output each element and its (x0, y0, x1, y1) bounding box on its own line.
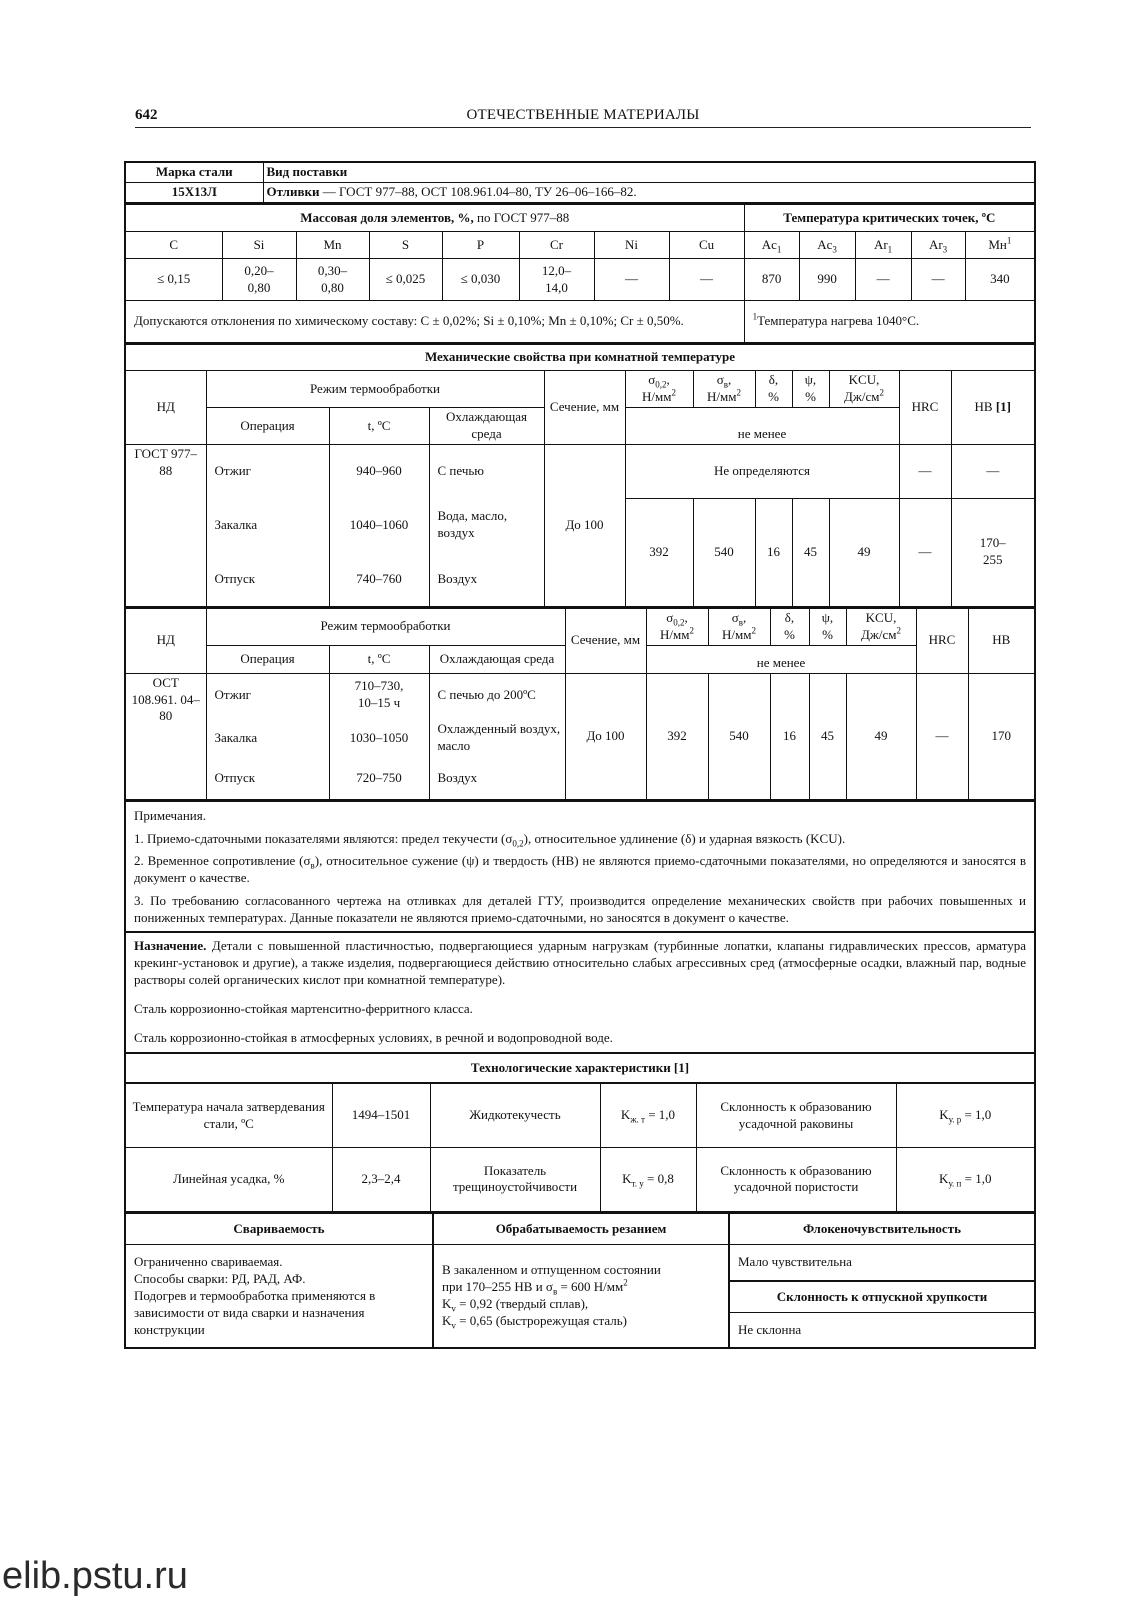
mech-title: Механические свойства при комнатной температуре (424, 349, 736, 365)
yield-value: 392 (625, 498, 693, 606)
nd-gost: ГОСТ 977–88 (126, 444, 206, 606)
nd-ost: ОСТ 108.961. 04–80 (126, 673, 206, 799)
not-less-label: не менее (625, 408, 899, 445)
tech-crack-value: $K_{т. у} = 0,8$ (600, 1147, 696, 1211)
cooling-header: Охлаждающая среда (429, 408, 544, 445)
watermark: elib.pstu.ru (2, 1555, 188, 1597)
value-ar1: — (855, 259, 911, 301)
element-cu: Cu (669, 232, 744, 259)
tech-solidification-label: Температура начала затвердевания стали, ºС (126, 1083, 332, 1147)
media-quench: Вода, масло, воздух (429, 498, 544, 552)
element-si: Si (222, 232, 296, 259)
row1-hrc: — (899, 444, 951, 498)
op-quench-2: Закалка (206, 717, 329, 759)
purpose-class: Сталь коррозионно-стойкая мартенситно-ферритного класса. (134, 1000, 473, 1016)
composition-tolerance: Допускаются отклонения по химическому составу: С ± 0,02%; Si ± 0,10%; Mn ± 0,10%; Cr ± 0,50%. (126, 301, 744, 343)
page-header (135, 107, 1031, 128)
cooling-header-2: Охлаждающая среда (429, 645, 565, 673)
yield-value-2: 392 (646, 673, 708, 799)
value-s: ≤ 0,025 (369, 259, 442, 301)
note-2: 2. Временное сопротивление $(\sigma_в)$, относительное сужение (ψ) и твердость (НВ) не являются приемо-сдаточными показателями, но определяются и заносятся в документ о качестве. (134, 853, 1026, 886)
supply-value: Отливки — ГОСТ 977–88, ОСТ 108.961.04–80, ТУ 26–06–166–82. (263, 182, 1034, 202)
temp-header-2: t, ºС (329, 645, 429, 673)
running-title: ОТЕЧЕСТВЕННЫЕ МАТЕРИАЛЫ (466, 107, 700, 123)
media-quench-2: Охлажденный воздух, масло (429, 717, 565, 759)
element-ni: Ni (594, 232, 669, 259)
nd-header-2: НД (126, 608, 206, 673)
heat-mode-header: Режим термообработки (206, 371, 544, 408)
tech-fluidity-label: Жидкотекучесть (430, 1083, 600, 1147)
grade-value: 15Х13Л (126, 182, 263, 202)
value-p: ≤ 0,030 (442, 259, 519, 301)
section-header-2: Сечение, мм (565, 608, 646, 673)
notes-table (126, 800, 1034, 931)
point-ar1: $Ar_1$ (855, 232, 911, 259)
element-s: S (369, 232, 442, 259)
grade-table (126, 163, 1034, 203)
mech-table-ost (126, 607, 1034, 800)
note-1: 1. Приемо-сдаточными показателями являются: предел текучести $(\sigma_{0,2})$, относительное удлинение (δ) и ударная вязкость (KCU). (134, 830, 846, 849)
value-ar3: — (911, 259, 965, 301)
tech-porosity-label: Склонность к образованию усадочной пористости (696, 1147, 896, 1211)
temp-temper-2: 720–750 (329, 759, 429, 799)
element-cr: Cr (519, 232, 594, 259)
machining-text: В закаленном и отпущенном состоянии при 170–255 НВ и $\sigma_в = 600$ $Н/мм^2$ $K_v = 0,92$ (твердый сплав), $K_v = 0,65$ (быстрорежущая сталь) (433, 1245, 729, 1347)
not-less-label-2: не менее (646, 645, 916, 673)
op-temper: Отпуск (206, 552, 329, 606)
tech-fluidity-value: $K_{ж. т} = 1,0$ (600, 1083, 696, 1147)
hb-header: НВ [1] (951, 371, 1034, 445)
temp-quench: 1040–1060 (329, 498, 429, 552)
temp-annealing-2: 710–730, 10–15 ч (329, 673, 429, 717)
supply-label: Вид поставки (263, 163, 1034, 182)
operation-header-2: Операция (206, 645, 329, 673)
temper-brittleness-title: Склонность к отпускной хрупкости (729, 1281, 1034, 1313)
elongation-value: 16 (755, 498, 792, 606)
tech-table (126, 1052, 1034, 1212)
machining-title: Обрабатываемость резанием (433, 1213, 729, 1245)
temp-temper: 740–760 (329, 552, 429, 606)
temper-brittleness-value: Не склонна (729, 1313, 1034, 1347)
flake-title: Флокеночувствительность (729, 1213, 1034, 1245)
hb-value: 170– 255 (951, 498, 1034, 606)
mech-title-table (126, 343, 1034, 370)
op-temper-2: Отпуск (206, 759, 329, 799)
media-annealing-2: С печью до 200ºС (429, 673, 565, 717)
yield-header: $\sigma_{0,2}$, $Н/мм^2$ (625, 371, 693, 408)
elongation-value-2: 16 (770, 673, 809, 799)
op-annealing: Отжиг (206, 444, 329, 498)
hb-value-2: 170 (968, 673, 1034, 799)
page-number: 642 (135, 107, 158, 123)
tech-shrink-cavity-label: Склонность к образованию усадочной раковины (696, 1083, 896, 1147)
op-quench: Закалка (206, 498, 329, 552)
operation-header: Операция (206, 408, 329, 445)
critical-title: Температура критических точек, ºС (744, 204, 1034, 232)
op-annealing-2: Отжиг (206, 673, 329, 717)
kcu-header: KCU, $Дж/см^2$ (829, 371, 899, 408)
point-ac1: $Ac_1$ (744, 232, 799, 259)
reduction-value: 45 (792, 498, 829, 606)
media-temper: Воздух (429, 552, 544, 606)
purpose-table (126, 931, 1034, 1052)
heat-mode-header-2: Режим термообработки (206, 608, 565, 645)
purpose-corrosion: Сталь коррозионно-стойкая в атмосферных условиях, в речной и водопроводной воде. (134, 1029, 613, 1045)
temp-quench-2: 1030–1050 (329, 717, 429, 759)
value-ac3: 990 (799, 259, 855, 301)
tensile-header-2: $\sigma_в$, $Н/мм^2$ (708, 608, 770, 645)
element-c: C (126, 232, 222, 259)
temp-annealing: 940–960 (329, 444, 429, 498)
note-3: 3. По требованию согласованного чертежа на отливках для деталей ГТУ, производится определение механических свойств при рабочих повышенных и пониженных температурах. Данные показатели не являются приемо-сдаточными, но заносятся в документ о качестве. (134, 893, 1026, 926)
elongation-header: δ, % (755, 371, 792, 408)
composition-title: Массовая доля элементов, %, по ГОСТ 977–88 (126, 204, 744, 232)
tech-shrinkage-label: Линейная усадка, % (126, 1147, 332, 1211)
hb-header-2: НВ (968, 608, 1034, 673)
purpose-text: Назначение. Детали с повышенной пластичностью, подвергающиеся ударным нагрузкам (турбинные лопатки, клапаны гидравлических прессов, арматура крекинг-установок и другие), а также изделия, подвергающиеся действию относительно слабых агрессивных сред (атмосферные осадки, влажный пар, водные растворы солей органических кислот при комнатной температуре). (134, 937, 1026, 987)
media-temper-2: Воздух (429, 759, 565, 799)
section-value: До 100 (544, 444, 625, 606)
point-ar3: $Ar_3$ (911, 232, 965, 259)
reduction-header: ψ, % (792, 371, 829, 408)
value-cu: — (669, 259, 744, 301)
value-cr: 12,0– 14,0 (519, 259, 594, 301)
hrc-value: — (899, 498, 951, 606)
tensile-header: $\sigma_в$, $Н/мм^2$ (693, 371, 755, 408)
reduction-value-2: 45 (809, 673, 846, 799)
temp-header: t, ºС (329, 408, 429, 445)
reduction-header-2: ψ, % (809, 608, 846, 645)
steel-datasheet (124, 161, 1036, 1349)
value-c: ≤ 0,15 (126, 259, 222, 301)
point-ac3: $Ac_3$ (799, 232, 855, 259)
hrc-header: HRC (899, 371, 951, 445)
tech-shrink-cavity-value: $K_{у. р} = 1,0$ (896, 1083, 1034, 1147)
tensile-value-2: 540 (708, 673, 770, 799)
purpose (126, 932, 1034, 1052)
kcu-value: 49 (829, 498, 899, 606)
section-value-2: До 100 (565, 673, 646, 799)
bottom-table (126, 1212, 1034, 1347)
composition-table (126, 203, 1034, 344)
critical-footnote: $^1$Температура нагрева 1040°С. (744, 301, 1034, 343)
not-determined: Не определяются (625, 444, 899, 498)
weld-title: Свариваемость (126, 1213, 433, 1245)
tensile-value: 540 (693, 498, 755, 606)
notes (126, 801, 1034, 931)
tech-porosity-value: $K_{у. п} = 1,0$ (896, 1147, 1034, 1211)
value-si: 0,20– 0,80 (222, 259, 296, 301)
element-mn: Mn (296, 232, 369, 259)
value-ac1: 870 (744, 259, 799, 301)
flake-value: Мало чувствительна (729, 1245, 1034, 1281)
value-mn-point: 340 (965, 259, 1034, 301)
weld-text: Ограниченно свариваемая. Способы сварки: РД, РАД, АФ. Подогрев и термообработка применяются в зависимости от вида сварки и назначения конструкции (126, 1245, 433, 1347)
value-ni: — (594, 259, 669, 301)
media-annealing: С печью (429, 444, 544, 498)
yield-header-2: $\sigma_{0,2}$, $Н/мм^2$ (646, 608, 708, 645)
point-mn: $Мн^1$ (965, 232, 1034, 259)
kcu-value-2: 49 (846, 673, 916, 799)
tech-shrinkage-value: 2,3–2,4 (332, 1147, 430, 1211)
kcu-header-2: KCU, $Дж/см^2$ (846, 608, 916, 645)
section-header: Сечение, мм (544, 371, 625, 445)
elongation-header-2: δ, % (770, 608, 809, 645)
tech-solidification-value: 1494–1501 (332, 1083, 430, 1147)
element-p: P (442, 232, 519, 259)
grade-label: Марка стали (126, 163, 263, 182)
mech-table-gost (126, 370, 1034, 607)
row1-hb: — (951, 444, 1034, 498)
hrc-header-2: HRC (916, 608, 968, 673)
tech-title: Технологические характеристики [1] (126, 1053, 1034, 1083)
notes-title: Примечания. (134, 807, 206, 823)
hrc-value-2: — (916, 673, 968, 799)
value-mn: 0,30– 0,80 (296, 259, 369, 301)
nd-header: НД (126, 371, 206, 445)
tech-crack-label: Показатель трещиноустойчивости (430, 1147, 600, 1211)
